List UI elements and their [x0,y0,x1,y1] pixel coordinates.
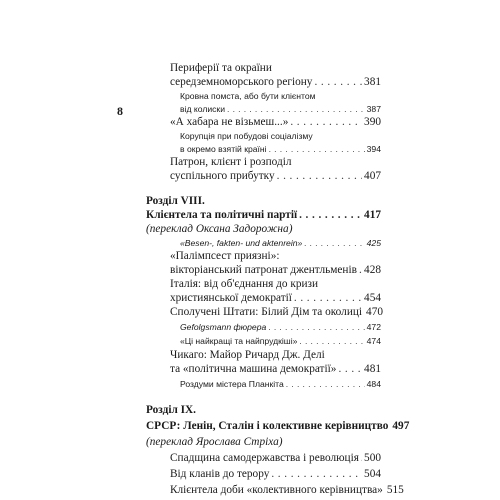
toc-subentry [180,130,313,143]
toc-entry-title: Gefolgsmann фюрера [180,322,267,332]
toc-entry-page: 481 [364,363,381,375]
dot-leader [299,209,362,222]
toc-entry [170,452,381,465]
dot-leader [227,103,365,116]
section-heading [146,195,205,208]
toc-entry-page: 484 [366,379,381,389]
toc-entry-page: 504 [364,468,381,480]
dot-leader [269,143,365,156]
dot-leader [359,264,362,277]
toc-entry-page: 428 [364,264,381,276]
toc-entry [170,292,381,305]
toc-entry-page: 454 [364,292,381,304]
toc-entry-title: християнської демократії [170,292,292,304]
toc-entry [170,170,381,183]
toc-subentry [180,335,381,348]
toc-entry-title: в окремо взятій країні [180,144,267,154]
toc-entry-title: Клієнтела доби «колективного керівництва» [170,484,383,496]
toc-entry-page: 497 [392,420,410,432]
toc-entry [170,250,279,263]
toc-entry-page: 390 [364,116,381,128]
toc-entry-page: 425 [366,238,381,248]
toc-entry [170,76,381,89]
toc-subentry [180,103,381,116]
toc-entry-page: 381 [364,76,381,88]
chapter-entry [146,420,410,433]
chapter-entry [146,209,381,222]
toc-subentry [180,378,381,391]
toc-entry-title: Чикаго: Майор Ричард Дж. Делі [170,349,325,361]
toc-entry-page: 472 [366,322,381,332]
toc-entry-page: 515 [386,484,404,496]
toc-entry [170,349,325,362]
dot-leader [268,321,364,334]
toc-entry [170,264,381,277]
section-heading-text: Розділ VIII. [146,195,205,207]
toc-entry-page: 387 [366,104,381,114]
toc-entry [170,62,272,75]
toc-entry [170,306,381,319]
toc-entry-page: 417 [364,209,381,221]
toc-entry-title: Патрон, клієнт і розподіл [170,156,292,168]
translator-text: (переклад Ярослава Стріха) [146,436,283,448]
toc-entry-title: СРСР: Ленін, Сталін і колективне керівництво [146,420,389,432]
toc-entry-page: 394 [366,144,381,154]
toc-entry-title: Кровна помста, або бути клієнтом [180,91,316,101]
dot-leader [294,292,362,305]
dot-leader [286,378,365,391]
toc-entry-title: Периферії та окраїни [170,62,272,74]
dot-leader [361,452,362,465]
toc-entry [170,484,404,497]
translator-text: (переклад Оксана Задорожна) [146,223,293,235]
toc-entry-title: середземноморського регіону [170,76,313,88]
toc-entry [170,363,381,376]
toc-subentry [180,321,381,334]
toc-entry-title: Корупція при побудові соціалізму [180,131,313,141]
dot-leader [290,116,362,129]
toc-subentry [180,237,381,250]
page-number: 8 [117,104,123,118]
toc-entry [170,278,318,291]
toc-entry-title: Клієнтела та політичні партії [146,209,298,221]
toc-entry-page: 500 [364,452,381,464]
toc-entry [170,468,381,481]
toc-entry-title: та «політична машина демократії» [170,363,337,375]
dot-leader [277,170,362,183]
toc-entry-title: суспільного прибутку [170,170,275,182]
dot-leader [338,363,362,376]
dot-leader [304,237,364,250]
section-heading [146,404,196,417]
toc-entry-title: «Besen-, fakten- und aktenrein» [180,238,303,248]
toc-entry-title: Від кланів до терору [170,468,270,480]
toc-entry-page: 474 [366,336,381,346]
toc-entry-page: 407 [364,170,381,182]
toc-subentry [180,90,316,103]
toc-entry-title: від колиски [180,104,225,114]
toc-entry-title: Роздуми містера Планкіта [180,379,284,389]
toc-entry-page: 470 [366,306,383,318]
toc-entry-title: Італія: від об'єднання до кризи [170,278,319,290]
translator-credit [146,436,283,449]
translator-credit [146,223,292,236]
dot-leader [299,335,364,348]
toc-entry-title: «Палімпсест приязні»: [170,250,280,262]
section-heading-text: Розділ IX. [146,404,196,416]
dot-leader [314,76,362,89]
toc-entry-title: Спадщина самодержавства і революція [170,452,359,464]
toc-entry [170,116,381,129]
toc-entry [170,156,291,169]
toc-entry-title: «Ці найкращі та найпрудкіші» [180,336,298,346]
dot-leader [271,468,362,481]
toc-entry-title: вікторіанський патронат джентльменів [170,264,357,276]
toc-subentry [180,143,381,156]
toc-entry-title: «А хабара не візьмеш...» [170,116,289,128]
toc-entry-title: Сполучені Штати: Білий Дім та околиці [170,306,363,318]
